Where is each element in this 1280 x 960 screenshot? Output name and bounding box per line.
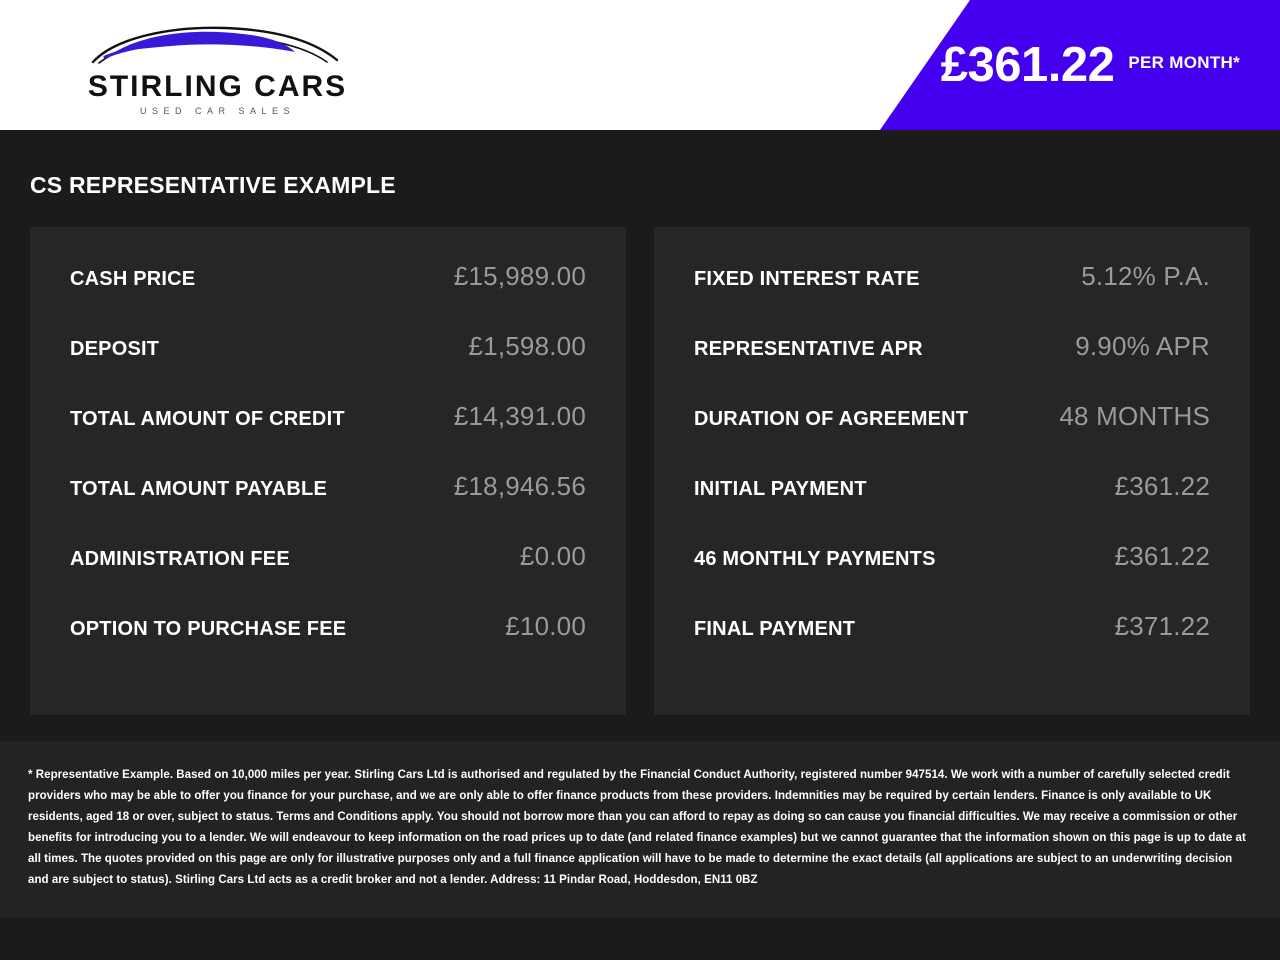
table-row xyxy=(70,261,586,331)
row-label: DEPOSIT xyxy=(70,338,160,360)
page-title: CS REPRESENTATIVE EXAMPLE xyxy=(30,172,396,198)
table-row xyxy=(70,611,586,681)
row-value: £0.00 xyxy=(519,541,586,571)
right-details-panel xyxy=(654,227,1250,715)
row-label: FIXED INTEREST RATE xyxy=(694,268,920,290)
table-row xyxy=(70,401,586,471)
car-swoosh-icon xyxy=(75,22,360,72)
row-label: ADMINISTRATION FEE xyxy=(70,548,290,570)
logo-tagline-text: USED CAR SALES xyxy=(139,106,296,116)
disclaimer-section xyxy=(0,741,1280,917)
row-value: 48 MONTHS xyxy=(1059,401,1210,431)
row-label: FINAL PAYMENT xyxy=(694,618,856,640)
finance-details-panels xyxy=(30,227,1250,715)
row-value: £1,598.00 xyxy=(468,331,586,361)
table-row xyxy=(694,611,1210,681)
table-row xyxy=(694,401,1210,471)
row-value: £371.22 xyxy=(1114,611,1210,641)
row-value: £15,989.00 xyxy=(453,261,586,291)
monthly-price-amount: £361.22 xyxy=(940,37,1115,92)
main-content xyxy=(0,130,1280,917)
row-label: CASH PRICE xyxy=(70,268,196,290)
monthly-price-period: PER MONTH* xyxy=(1128,53,1240,72)
row-label: 46 MONTHLY PAYMENTS xyxy=(694,548,936,570)
table-row xyxy=(694,541,1210,611)
table-row xyxy=(694,261,1210,331)
row-value: £18,946.56 xyxy=(453,471,586,501)
monthly-price-content xyxy=(941,0,1240,130)
stirling-cars-logo[interactable] xyxy=(75,22,360,116)
row-label: TOTAL AMOUNT OF CREDIT xyxy=(70,408,345,430)
row-value: £361.22 xyxy=(1114,541,1210,571)
row-label: INITIAL PAYMENT xyxy=(694,478,867,500)
disclaimer-text: * Representative Example. Based on 10,000 miles per year. Stirling Cars Ltd is authorised and regulated by the Financial Conduct Authority, registered number 947514. We work with a number of carefully selected credit providers who may be able to offer you finance for your purchase, and we are only able to offer finance products from these providers. Indemnities may be required by certain lenders. Finance is only available to UK residents, aged 18 or over, subject to status. Terms and Conditions apply. You should not borrow more than you can afford to repay as doing so can cause you financial difficulties. We may receive a commission or other benefits for introducing you to a lender. We will endeavour to keep information on the road prices up to date (and related finance examples) but we cannot guarantee that the information shown on this page is up to date at all times. The quotes provided on this page are only for illustrative purposes only and a full finance application will have to be made to determine the exact details (all applications are subject to an underwriting decision and are subject to status). Stirling Cars Ltd acts as a credit broker and not a lender. Address: 11 Pindar Road, Hoddesdon, EN11 0BZ xyxy=(28,769,1246,886)
table-row xyxy=(694,331,1210,401)
table-row xyxy=(70,471,586,541)
row-value: £361.22 xyxy=(1114,471,1210,501)
logo-brand-text: STIRLING CARS xyxy=(87,70,348,103)
row-label: REPRESENTATIVE APR xyxy=(694,338,923,360)
row-value: £10.00 xyxy=(505,611,586,641)
page-header xyxy=(0,0,1280,130)
row-label: OPTION TO PURCHASE FEE xyxy=(70,618,347,640)
row-value: £14,391.00 xyxy=(453,401,586,431)
row-label: TOTAL AMOUNT PAYABLE xyxy=(70,478,327,500)
left-details-panel xyxy=(30,227,626,715)
table-row xyxy=(70,541,586,611)
table-row xyxy=(70,331,586,401)
table-row xyxy=(694,471,1210,541)
row-value: 9.90% APR xyxy=(1075,331,1210,361)
row-label: DURATION OF AGREEMENT xyxy=(694,408,969,430)
row-value: 5.12% P.A. xyxy=(1081,261,1210,291)
